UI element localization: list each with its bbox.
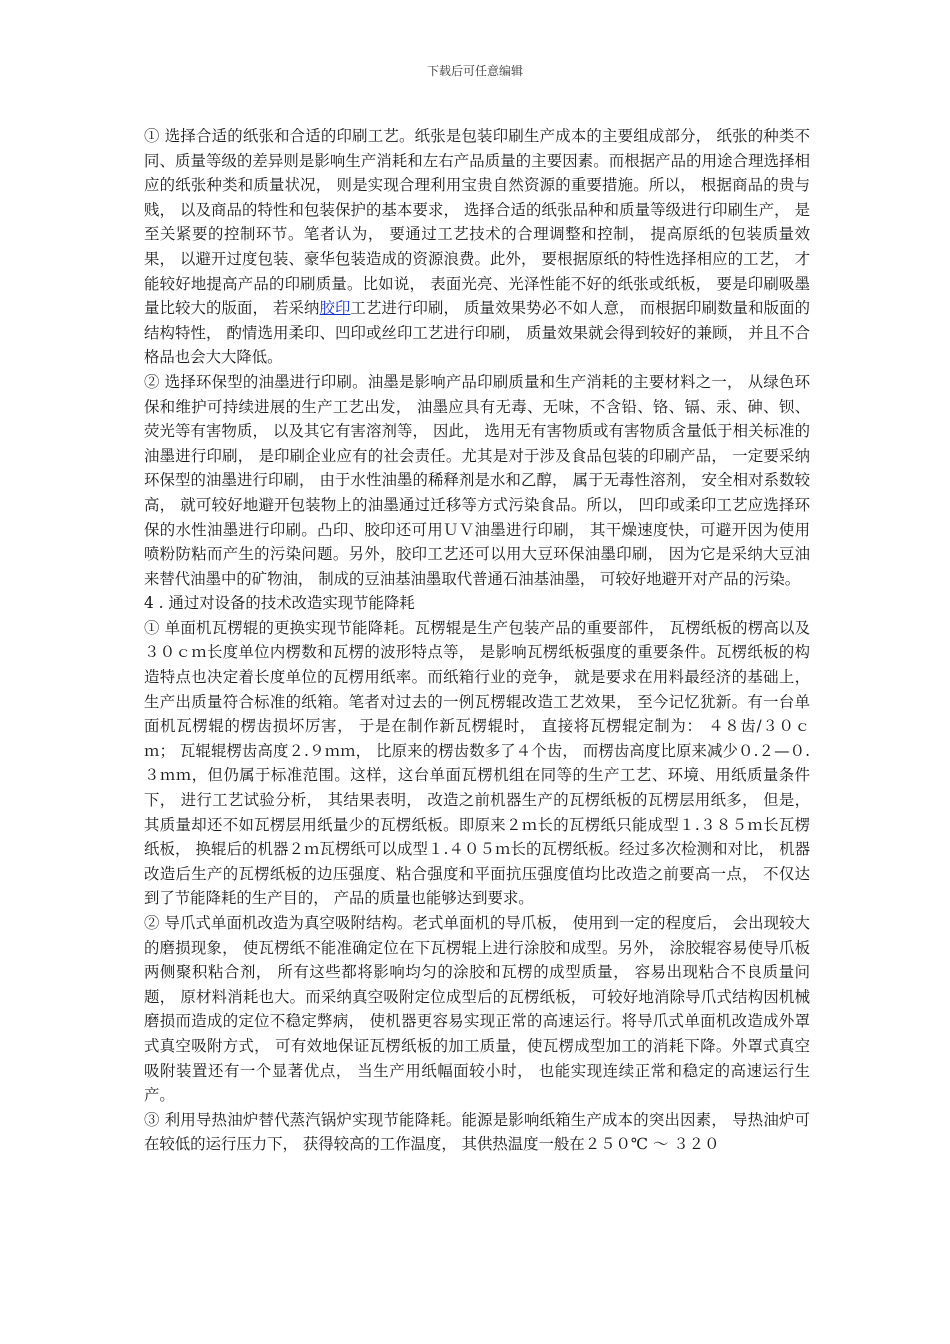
paragraph-eco-ink: ② 选择环保型的油墨进行印刷。油墨是影响产品印刷质量和生产消耗的主要材料之一， 从绿色环保和维护可持续进展的生产工艺出发， 油墨应具有无毒、无味，不含铅、铬、镉、汞、砷、钡、荧光等有害物质， 以及其它有害溶剂等， 因此， 选用无有害物质或有害物质含量低于相关标准的油墨进行印刷， 是印刷企业应有的社会责任。尤其是对于涉及食品包装的印刷产品， 一定要采纳环保型的油墨进行印刷， 由于水性油墨的稀释剂是水和乙醇， 属于无毒性溶剂， 安全相对系数较高， 就可较好地避开包装物上的油墨通过迁移等方式污染食品。所以， 凹印或柔印工艺应选择环保的水性油墨进行印刷。凸印、胶印还可用ＵＶ油墨进行印刷， 其干燥速度快，可避开因为使用喷粉防粘而产生的污染问题。另外，胶印工艺还可以用大豆环保油墨印刷， 因为它是采纳大豆油来替代油墨中的矿物油， 制成的豆油基油墨取代普通石油基油墨， 可较好地避开对产品的污染。	[144, 372, 810, 588]
paragraph-vacuum-suction: ② 导爪式单面机改造为真空吸附结构。老式单面机的导爪板， 使用到一定的程度后， 会出现较大的磨损现象， 使瓦楞纸不能准确定位在下瓦楞辊上进行涂胶和成型。另外， 涂胶辊容易使导爪板两侧聚积粘合剂， 所有这些都将影响均匀的涂胶和瓦楞的成型质量， 容易出现粘合不良质量问题， 原材料消耗也大。而采纳真空吸附定位成型后的瓦楞纸板， 可较好地消除导爪式结构因机械磨损而造成的定位不稳定弊病， 使机器更容易实现正常的高速运行。将导爪式单面机改造成外罩式真空吸附方式， 可有效地保证瓦楞纸板的加工质量，使瓦楞成型加工的消耗下降。外罩式真空吸附装置还有一个显著优点， 当生产用纸幅面较小时， 也能实现连续正常和稳定的高速运行生产。	[144, 914, 810, 1105]
paragraph-paper-selection	[144, 124, 810, 370]
paragraph-corrugating-roller: ① 单面机瓦楞辊的更换实现节能降耗。瓦楞辊是生产包装产品的重要部件， 瓦楞纸板的楞高以及３０ｃｍ长度单位内楞数和瓦楞的波形特点等， 是影响瓦楞纸板强度的重要条件。瓦楞纸板的构造特点也决定着长度单位的瓦楞用纸率。而纸箱行业的竞争， 就是要求在用料最经济的基础上， 生产出质量符合标准的纸箱。笔者对过去的一例瓦楞辊改造工艺效果， 至今记忆犹新。有一台单面机瓦楞辊的楞齿损坏厉害， 于是在制作新瓦楞辊时， 直接将瓦楞辊定制为： ４８齿/３０ｃｍ； 瓦辊辊楞齿高度２.９ｍｍ， 比原来的楞齿数多了４个齿， 而楞齿高度比原来减少０.２—０.３ｍｍ，但仍属于标准范围。这样，这台单面瓦楞机组在同等的生产工艺、环境、用纸质量条件下， 进行工艺试验分析， 其结果表明， 改造之前机器生产的瓦楞纸板的瓦楞层用纸多， 但是， 其质量却还不如瓦楞层用纸量少的瓦楞纸板。即原来２ｍ长的瓦楞纸只能成型１.３８５ｍ长瓦楞纸板， 换辊后的机器２ｍ瓦楞纸可以成型１.４０５ｍ长的瓦楞纸板。经过多次检测和对比， 机器改造后生产的瓦楞纸板的边压强度、粘合强度和平面抗压强度值均比改造之前要高一点， 不仅达到了节能降耗的生产目的， 产品的质量也能够达到要求。	[144, 618, 810, 908]
paragraph-thermal-oil-furnace: ③ 利用导热油炉替代蒸汽锅炉实现节能降耗。能源是影响纸箱生产成本的突出因素， 导热油炉可在较低的运行压力下， 获得较高的工作温度， 其供热温度一般在２５０℃ ～ ３２０	[144, 1110, 810, 1154]
paragraph-text: 工艺进行印刷， 质量效果势必不如人意， 而根据印刷数量和版面的结构特性， 酌情选用柔印、凹印或丝印工艺进行印刷， 质量效果就会得到较好的兼顾， 并且不合格品也会大大降低。	[144, 299, 810, 367]
section-heading: 4 . 通过对设备的技术改造实现节能降耗	[144, 594, 415, 613]
page-header: 下载后可任意编辑	[426, 64, 523, 78]
paragraph-text: ① 选择合适的纸张和合适的印刷工艺。纸张是包装印刷生产成本的主要组成部分， 纸张的种类不同、质量等级的差异则是影响生产消耗和左右产品质量的主要因素。而根据产品的用途合理选择相应的纸张种类和质量状况， 则是实现合理利用宝贵自然资源的重要措施。所以， 根据商品的贵与贱， 以及商品的特性和包装保护的基本要求， 选择合适的纸张品种和质量等级进行印刷生产， 是至关紧要的控制环节。笔者认为， 要通过工艺技术的合理调整和控制， 提高原纸的包装质量效果， 以避开过度包装、豪华包装造成的资源浪费。此外， 要根据原纸的特性选择相应的工艺， 才能较好地提高产品的印刷质量。比如说， 表面光亮、光泽性能不好的纸张或纸板， 要是印刷吸墨量比较大的版面， 若采纳	[144, 127, 810, 318]
document-body	[144, 124, 810, 1157]
offset-printing-link[interactable]: 胶印	[319, 299, 351, 318]
